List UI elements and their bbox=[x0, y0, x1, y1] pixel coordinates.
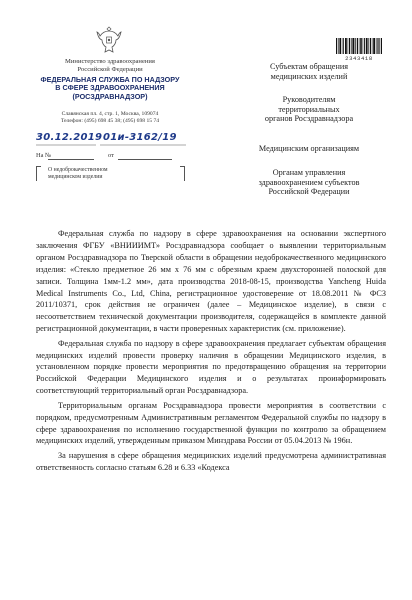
agency-line: (РОСЗДРАВНАДЗОР) bbox=[72, 91, 148, 101]
coat-of-arms-icon bbox=[96, 24, 122, 54]
from-label: от bbox=[108, 152, 114, 159]
recipient-block bbox=[234, 62, 384, 81]
subject-line: медицинском изделии bbox=[48, 174, 103, 180]
recipient-line: органов Росздравнадзора bbox=[264, 114, 354, 124]
reference-number-row bbox=[36, 152, 186, 162]
barcode-number: 2343418 bbox=[345, 55, 373, 62]
body-paragraph: Федеральная служба по надзору в сфере здравоохранения предлагает субъектам обращения медицинских изделий провести проверку наличия в обращении Медицинского изделия, в установленном порядке провести мероприятия по предотвращению обращения на территории Российской Федерации Медицинского изделия и о результатах проинформировать соответствующий территориальный орган Росздравнадзора. bbox=[36, 338, 386, 396]
subject-line: О недоброкачественном bbox=[48, 167, 108, 173]
agency-name bbox=[32, 76, 188, 101]
ministry-line: Российской Федерации bbox=[77, 65, 143, 73]
recipient-line: Руководителям bbox=[282, 95, 336, 104]
ministry-name bbox=[40, 58, 180, 73]
from-line bbox=[118, 159, 172, 160]
address-line: Телефон: (495) 698 45 38; (495) 698 15 74 bbox=[60, 117, 160, 124]
number-line bbox=[48, 159, 94, 160]
recipient-line: медицинских изделий bbox=[270, 71, 348, 81]
number-label: На № bbox=[36, 152, 52, 159]
handwritten-number: 01и-3162/19 bbox=[103, 132, 177, 143]
body-paragraph: Территориальным органам Росздравнадзора провести мероприятия в соответствии с порядком, предусмотренным Административным регламентом Федеральной службы по надзору в сфере здравоохранения по исполнению государственной функции по контролю за обращением медицинских изделий, утвержденным приказом Минздрава России от 05.04.2013 № 196н. bbox=[36, 400, 386, 446]
recipient-line: Медицинским организациям bbox=[258, 144, 360, 153]
letter-body bbox=[36, 228, 386, 476]
address-line: Славянская пл. 4, стр. 1, Москва, 109074 bbox=[61, 111, 159, 117]
subject-bracket-left bbox=[36, 166, 41, 181]
recipient-block bbox=[234, 144, 384, 154]
recipient-block bbox=[234, 168, 384, 197]
agency-line: ФЕДЕРАЛЬНАЯ СЛУЖБА ПО НАДЗОРУ bbox=[40, 75, 180, 84]
ministry-line: Министерство здравоохранения bbox=[65, 58, 155, 65]
recipient-block bbox=[234, 95, 384, 124]
body-paragraph: Федеральная служба по надзору в сфере здравоохранения на основании экспертного заключения ФГБУ «ВНИИИМТ» Росздравнадзора сообщает о выявлении территориальным органом Росздравнадзора по Тверской области в обращении недоброкачественного медицинского изделия: «Стекло предметное 26 мм х 76 мм с обрезным краем двухсторонней полоской для записи. Толщина 1мм-1.2 мм», дата производства 2018-08-15, производства Yancheng Huida Medical Instruments Co., Ltd, China, регистрационное удостоверение от 18.08.2011 № ФСЗ 2011/10371, срок действия не ограничен (далее – Медицинское изделие), в связи с несоответствием технической документации производителя, содержащейся в комплекте данной регистрационной документации, в части проверенных характеристик (см. приложение). bbox=[36, 229, 386, 334]
recipient-line: Российской Федерации bbox=[268, 187, 350, 197]
subject-bracket-right bbox=[180, 166, 185, 181]
recipient-line: территориальных bbox=[278, 104, 340, 114]
barcode-icon bbox=[336, 38, 382, 54]
recipient-line: Органам управления bbox=[272, 168, 346, 177]
letter-subject bbox=[48, 167, 168, 181]
recipient-line: Субъектам обращения bbox=[270, 62, 348, 71]
body-paragraph: За нарушения в сфере обращения медицинских изделий предусмотрена административная ответственность согласно статьям 6.28 и 6.33 «Кодекса bbox=[36, 450, 386, 472]
agency-line: В СФЕРЕ ЗДРАВООХРАНЕНИЯ bbox=[55, 83, 165, 93]
agency-address bbox=[36, 111, 184, 125]
handwritten-date: 30.12.2019 bbox=[36, 132, 103, 143]
recipient-line: здравоохранением субъектов bbox=[258, 177, 360, 187]
